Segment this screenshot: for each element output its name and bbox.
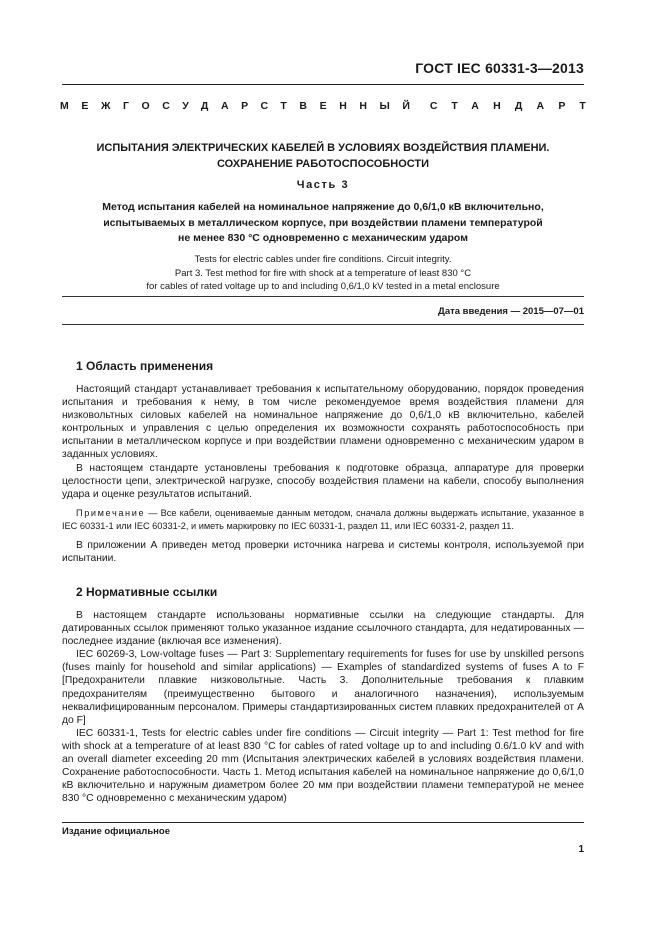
standard-kind-word1: МЕЖГОСУДАРСТВЕННЫЙ xyxy=(60,100,423,112)
note-label: Примечание xyxy=(76,507,146,518)
title-line-2: СОХРАНЕНИЕ РАБОТОСПОСОБНОСТИ xyxy=(216,158,430,170)
date-rule-bottom xyxy=(62,324,584,325)
introduction-date: Дата введения — 2015—07—01 xyxy=(438,306,584,317)
standard-kind xyxy=(60,100,600,112)
part-subtitle xyxy=(62,200,584,247)
document-code: ГОСТ IEC 60331-3—2013 xyxy=(415,60,584,76)
header-rule xyxy=(62,84,584,85)
section-1-paragraph-3: В приложении А приведен метод проверки источника нагрева и системы контроля, используемой при испытании. xyxy=(62,539,584,564)
english-title-line-3: for cables of rated voltage up to and including 0,6/1,0 kV tested in a metal enclosure xyxy=(146,281,500,293)
english-title-line-1: Tests for electric cables under fire conditions. Circuit integrity. xyxy=(194,254,452,265)
part-label: Часть 3 xyxy=(296,179,350,191)
standard-kind-word2: СТАНДАРТ xyxy=(429,100,600,112)
section-1-paragraph-2: В настоящем стандарте установлены требования к подготовке образца, аппаратуре для проверки целостности цепи, электрической нагрузке, способу воздействия пламени на кабели, способу выполнения удара и оценке результатов испытаний. xyxy=(62,462,584,500)
section-1-paragraph-1: Настоящий стандарт устанавливает требования к испытательному оборудованию, порядок проведения испытания и требования к нему, в том числе рекомендуемое время воздействия пламени для низковольтных силовых кабелей на номинальное напряжение до 0,6/1,0 кВ включительно, кабелей контрольных и управления с целью определения их возможности сохранять работоспособность при испытании в металлическом корпусе и при воздействии пламени одновременно с механическим ударом в заданных условиях. xyxy=(62,384,584,461)
english-title xyxy=(62,253,584,294)
section-2-heading: 2 Нормативные ссылки xyxy=(76,585,218,599)
page-number: 1 xyxy=(578,844,584,855)
section-2-paragraph-3: IEC 60331-1, Tests for electric cables under fire conditions — Circuit integrity — Part 1: Test method for fire with shock at a temperature of at least 830 °C for cables of rated voltage up to and including 0.6/1.0 kV and with an overall diameter exceeding 20 mm (Испытания электрических кабелей в условиях воздействия пламени. Сохранение работоспособности. Часть 1. Метод испытания кабелей на номинальное напряжение до 0,6/1,0 кВ включительно и наружным диаметром более 20 мм при воздействии пламени температурой не менее 830 °С одновременно с механическим ударом) xyxy=(62,727,584,805)
section-2-body xyxy=(62,609,584,805)
subtitle-line-1: Метод испытания кабелей на номинальное напряжение до 0,6/1,0 кВ включительно, xyxy=(102,201,544,213)
section-1-heading: 1 Область применения xyxy=(76,359,214,373)
section-1-note xyxy=(62,507,584,533)
section-2-paragraph-1: В настоящем стандарте использованы нормативные ссылки на следующие стандарты. Для датированных ссылок применяют только указанное издание ссылочного стандарта, для недатированных — последнее издание (включая все изменения). xyxy=(62,610,584,648)
section-2-paragraph-2: IEC 60269-3, Low-voltage fuses — Part 3: Supplementary requirements for fuses for use by unskilled persons (fuses mainly for household and similar applications) — Examples of standardized systems of fuses A to F [Предохранители плавкие низковольтные. Часть 3. Дополнительные требования к плавким предохранителям (преимущественно бытового и аналогичного назначения), используемым неквалифицированным персоналом. Примеры стандартизированных систем плавких предохранителей от А до F] xyxy=(62,649,584,726)
document-title xyxy=(62,140,584,172)
official-edition-label: Издание официальное xyxy=(62,826,170,837)
subtitle-line-3: не менее 830 °С одновременно с механическим ударом xyxy=(178,232,468,244)
note-text: — Все кабели, оцениваемые данным методом, сначала должны выдержать испытание, указанное в IEC 60331-1 или IEC 60331-2, и иметь маркировку по IEC 60331-1, раздел 11, или IEC 60331-2, раздел 11. xyxy=(62,507,584,531)
date-rule-top xyxy=(62,296,584,297)
footer-rule xyxy=(62,822,584,823)
title-line-1: ИСПЫТАНИЯ ЭЛЕКТРИЧЕСКИХ КАБЕЛЕЙ В УСЛОВИЯХ ВОЗДЕЙСТВИЯ ПЛАМЕНИ. xyxy=(96,142,550,154)
english-title-line-2: Part 3. Test method for fire with shock at a temperature of least 830 °C xyxy=(174,267,472,279)
section-1-body xyxy=(62,383,584,565)
subtitle-line-2: испытываемых в металлическом корпусе, при воздействии пламени температурой xyxy=(103,216,543,229)
